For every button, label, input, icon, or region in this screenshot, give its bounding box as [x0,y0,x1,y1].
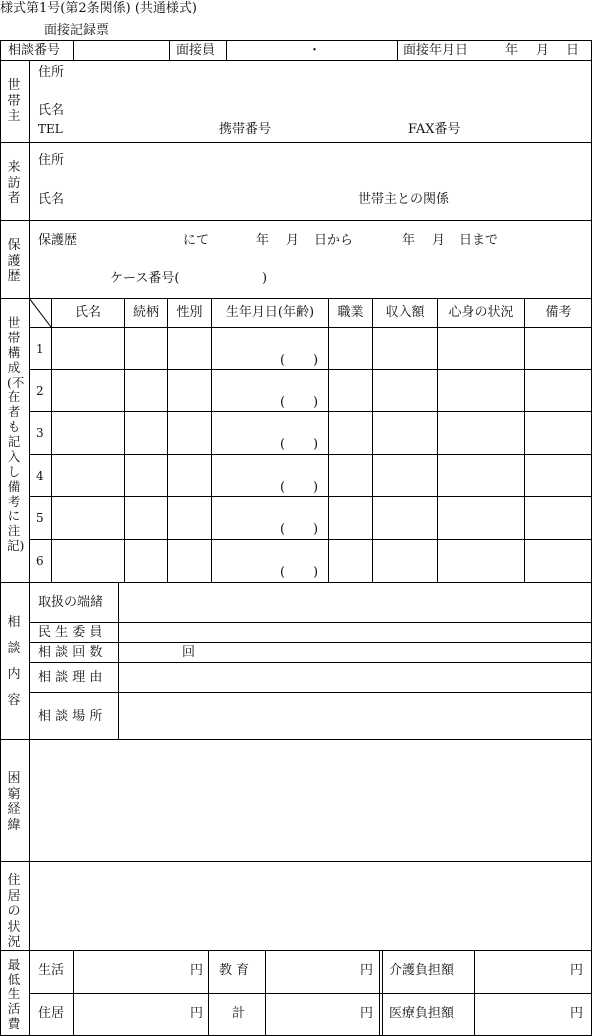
yen-label: 円 [360,1006,374,1021]
form-frame [0,40,592,1036]
divider [29,369,592,370]
protection-until: 日まで [459,233,499,248]
visitor-address-label: 住所 [38,153,65,168]
age-open: ( [280,353,286,368]
col-name: 氏名 [74,305,101,320]
col-birthdate: 生年月日(年齢) [225,305,315,320]
visitor-relation-label: 世帯主との関係 [358,192,450,207]
col-sex: 性別 [176,305,203,320]
protection-at: にて [183,233,210,248]
divider [29,454,592,455]
divider [265,950,266,1036]
yen-label: 円 [570,1006,584,1021]
diagonal-header-cell [29,298,51,328]
day-label: 日 [566,43,580,58]
section-protection: 保護歴 [7,238,21,285]
reason-label: 相 談 理 由 [38,670,103,685]
total-label: 計 [232,1006,246,1021]
divider [29,411,592,412]
age-close: ) [313,395,319,410]
education-label: 教 育 [219,963,250,978]
divider [29,993,592,994]
age-close: ) [313,565,319,580]
age-close: ) [313,480,319,495]
householder-tel-label: TEL [38,122,63,136]
age-close: ) [313,522,319,537]
age-close: ) [313,437,319,452]
divider [379,950,380,1036]
col-relation: 続柄 [132,305,159,320]
interviewer-dot: ・ [308,43,322,58]
section-householder: 世帯主 [7,78,21,125]
interviewer-label: 面接員 [176,43,216,58]
protection-month2: 月 [432,233,446,248]
col-occupation: 職業 [337,305,364,320]
care-burden-label: 介護負担額 [389,963,455,978]
divider [118,582,119,739]
householder-name-label: 氏名 [38,103,65,118]
interview-date-label: 面接年月日 [403,43,469,58]
yen-label: 円 [190,1006,204,1021]
divider [0,298,592,299]
housing-cost-label: 住居 [38,1006,65,1021]
label-column-divider [29,60,30,1036]
protection-from: 日から [314,233,354,248]
case-number-close: ) [262,271,268,286]
consult-no-label: 相談番号 [8,43,61,58]
consult-no-field[interactable] [74,41,169,60]
protection-year1: 年 [256,233,270,248]
form-title: 面接記録票 [44,23,110,38]
divider [0,220,592,221]
divider [73,950,74,1036]
medical-burden-label: 医療負担額 [389,1006,455,1021]
row-number: 1 [36,342,44,356]
age-open: ( [280,437,286,452]
yen-label: 円 [570,963,584,978]
row-number: 3 [36,426,44,440]
divider [0,142,592,143]
commissioner-label: 民 生 委 員 [38,625,103,640]
living-label: 生活 [38,963,65,978]
section-consultation: 相談内容 [7,615,21,708]
visitor-name-label: 氏名 [38,192,65,207]
divider [0,739,592,740]
section-visitor: 来訪者 [7,160,21,207]
divider [226,40,227,60]
protection-month1: 月 [286,233,300,248]
row-number: 5 [36,511,44,525]
row-number: 4 [36,469,44,483]
col-condition: 心身の状況 [448,305,514,320]
divider [0,582,592,583]
age-open: ( [280,480,286,495]
divider [29,692,592,693]
month-label: 月 [536,43,550,58]
origin-label: 取扱の端緒 [38,595,104,610]
protection-label: 保護歴 [38,233,78,248]
householder-fax-label: FAX番号 [408,122,461,137]
age-open: ( [280,395,286,410]
section-household: 世帯構成(不在者も記入し備考に注記) [7,315,25,554]
col-income: 収入額 [385,305,425,320]
divider [29,662,592,663]
form-label: 様式第1号(第2条関係) (共通様式) [0,1,197,16]
divider [0,861,592,862]
divider [208,950,209,1036]
divider [29,327,592,328]
divider [29,642,592,643]
count-unit: 回 [182,645,196,660]
count-label: 相 談 回 数 [38,645,103,660]
age-open: ( [280,565,286,580]
divider [382,950,383,1036]
age-open: ( [280,522,286,537]
row-number: 2 [36,384,44,398]
col-remarks: 備考 [545,305,572,320]
section-housing: 住居の状況 [7,873,21,951]
protection-year2: 年 [402,233,416,248]
section-min-cost: 最低生活費 [7,957,21,1031]
year-label: 年 [505,43,519,58]
place-label: 相 談 場 所 [38,709,103,724]
divider [169,40,170,60]
divider [29,539,592,540]
householder-mobile-label: 携帯番号 [219,122,272,137]
divider [474,950,475,1036]
case-number-label: ケース番号( [110,271,180,286]
yen-label: 円 [360,963,374,978]
divider [29,496,592,497]
divider [0,60,592,61]
divider [29,622,592,623]
divider [397,40,398,60]
yen-label: 円 [190,963,204,978]
age-close: ) [313,353,319,368]
section-hardship: 困窮経緯 [7,771,21,833]
householder-address-label: 住所 [38,65,65,80]
row-number: 6 [36,554,44,568]
divider [0,950,592,951]
